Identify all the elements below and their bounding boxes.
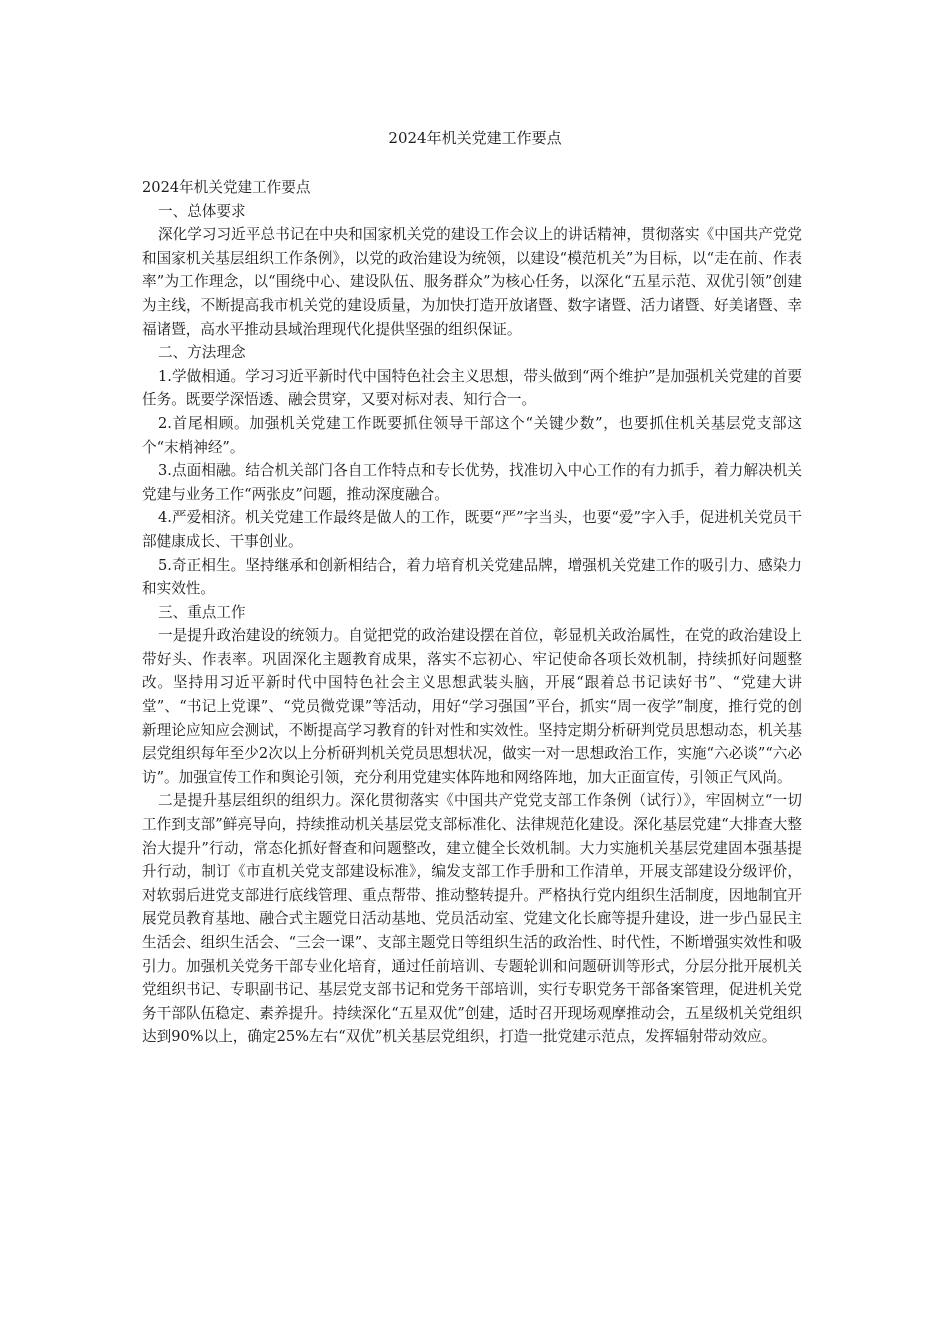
body-paragraph: 深化学习习近平总书记在中央和国家机关党的建设工作会议上的讲话精神，贯彻落实《中国共产党党和国家机关基层组织工作条例》，以党的政治建设为统领，以建设“模范机关”为目标，以“走在前、作表率”为工作理念，以“围绕中心、建设队伍、服务群众”为核心任务，以深化“五星示范、双优引领”创建为主线，不断提高我市机关党的建设质量，为加快打造开放诸暨、数字诸暨、活力诸暨、好美诸暨、幸福诸暨，高水平推动县域治理现代化提供坚强的组织保证。: [142, 226, 802, 338]
document-subtitle: 2024年机关党建工作要点: [142, 179, 311, 196]
body-paragraph: 1.学做相通。学习习近平新时代中国特色社会主义思想，带头做到“两个维护”是加强机关党建的首要任务。既要学深悟透、融会贯穿，又要对标对表、知行合一。: [142, 367, 802, 409]
section-heading-method-concepts: 二、方法理念: [158, 344, 246, 362]
body-paragraph: 2.首尾相顾。加强机关党建工作既要抓住领导干部这个“关键少数”，也要抓住机关基层党支部这个“末梢神经”。: [142, 414, 802, 456]
body-paragraph: 一是提升政治建设的统领力。自觉把党的政治建设摆在首位，彰显机关政治属性，在党的政治建设上带好头、作表率。巩固深化主题教育成果，落实不忘初心、牢记使命各项长效机制，持续抓好问题整改。坚持用习近平新时代中国特色社会主义思想武装头脑，开展“跟着总书记读好书”、“党建大讲堂”、“书记上党课”、“党员微党课”等活动，用好“学习强国”平台，抓实“周一夜学”制度，推行党的创新理论应知应会测试，不断提高学习教育的针对性和实效性。坚持定期分析研判党员思想动态，机关基层党组织每年至少2次以上分析研判机关党员思想状况，做实一对一思想政治工作，实施“六必谈”“六必访”。加强宣传工作和舆论引领，充分利用党建实体阵地和网络阵地，加大正面宣传，引领正气风尚。: [142, 627, 802, 786]
body-paragraph: 5.奇正相生。坚持继承和创新相结合，着力培育机关党建品牌，增强机关党建工作的吸引力、感染力和实效性。: [142, 556, 802, 598]
section-heading-key-work: 三、重点工作: [158, 603, 246, 621]
section-heading-general-requirements: 一、总体要求: [158, 202, 246, 220]
body-paragraph: 4.严爱相济。机关党建工作最终是做人的工作，既要“严”字当头，也要“爱”字入手，促进机关党员干部健康成长、干事创业。: [142, 509, 802, 550]
document-body: [142, 176, 802, 1049]
body-paragraph: 3.点面相融。结合机关部门各自工作特点和专长优势，找准切入中心工作的有力抓手，着力解决机关党建与业务工作“两张皮”问题，推动深度融合。: [142, 462, 802, 503]
document-title: 2024年机关党建工作要点: [388, 129, 562, 147]
body-paragraph: 二是提升基层组织的组织力。深化贯彻落实《中国共产党党支部工作条例（试行）》，牢固树立“一切工作到支部”鲜亮导向，持续推动机关基层党支部标准化、法律规范化建设。深化基层党建“大排查大整治大提升”行动，常态化抓好督查和问题整改，建立健全长效机制。大力实施机关基层党建固本强基提升行动，制订《市直机关党支部建设标准》，编发支部工作手册和工作清单，开展支部建设分级评价，对软弱后进党支部进行底线管理、重点帮带、推动整转提升。严格执行党内组织生活制度，因地制宜开展党员教育基地、融合式主题党日活动基地、党员活动室、党建文化长廊等提升建设，进一步凸显民主生活会、组织生活会、“三会一课”、支部主题党日等组织生活的政治性、时代性，不断增强实效性和吸引力。加强机关党务干部专业化培育，通过任前培训、专题轮训和问题研训等形式，分层分批开展机关党组织书记、专职副书记、基层党支部书记和党务干部培训，实行专职党务干部备案管理，促进机关党务干部队伍稳定、素养提升。持续深化“五星双优”创建，适时召开现场观摩推动会，五星级机关党组织达到90%以上，确定25%左右“双优”机关基层党组织，打造一批党建示范点，发挥辐射带动效应。: [142, 792, 802, 1046]
